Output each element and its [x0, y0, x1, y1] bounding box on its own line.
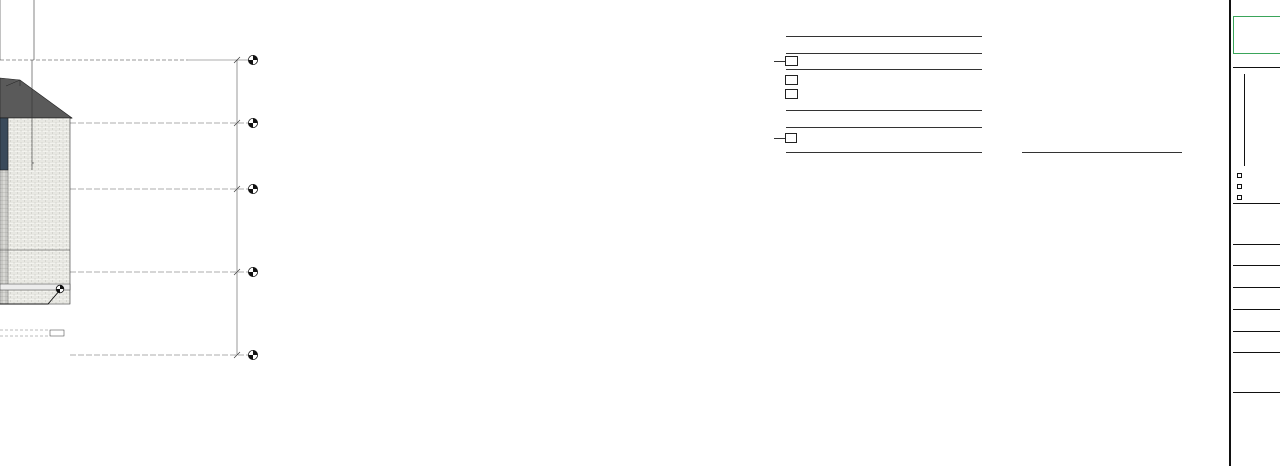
title-block	[1229, 0, 1280, 466]
sheet-note-tag-nxx	[785, 56, 798, 66]
level-marker-icons	[56, 55, 257, 359]
brick-wall	[0, 118, 70, 304]
sheet-note-tag-n01	[785, 75, 798, 85]
sheet-note-tag-n02	[785, 89, 798, 99]
window-upper	[0, 118, 8, 170]
approval-stamp	[1233, 16, 1280, 54]
legend-tag-sample	[785, 133, 797, 143]
elevation-drawing	[0, 0, 280, 466]
